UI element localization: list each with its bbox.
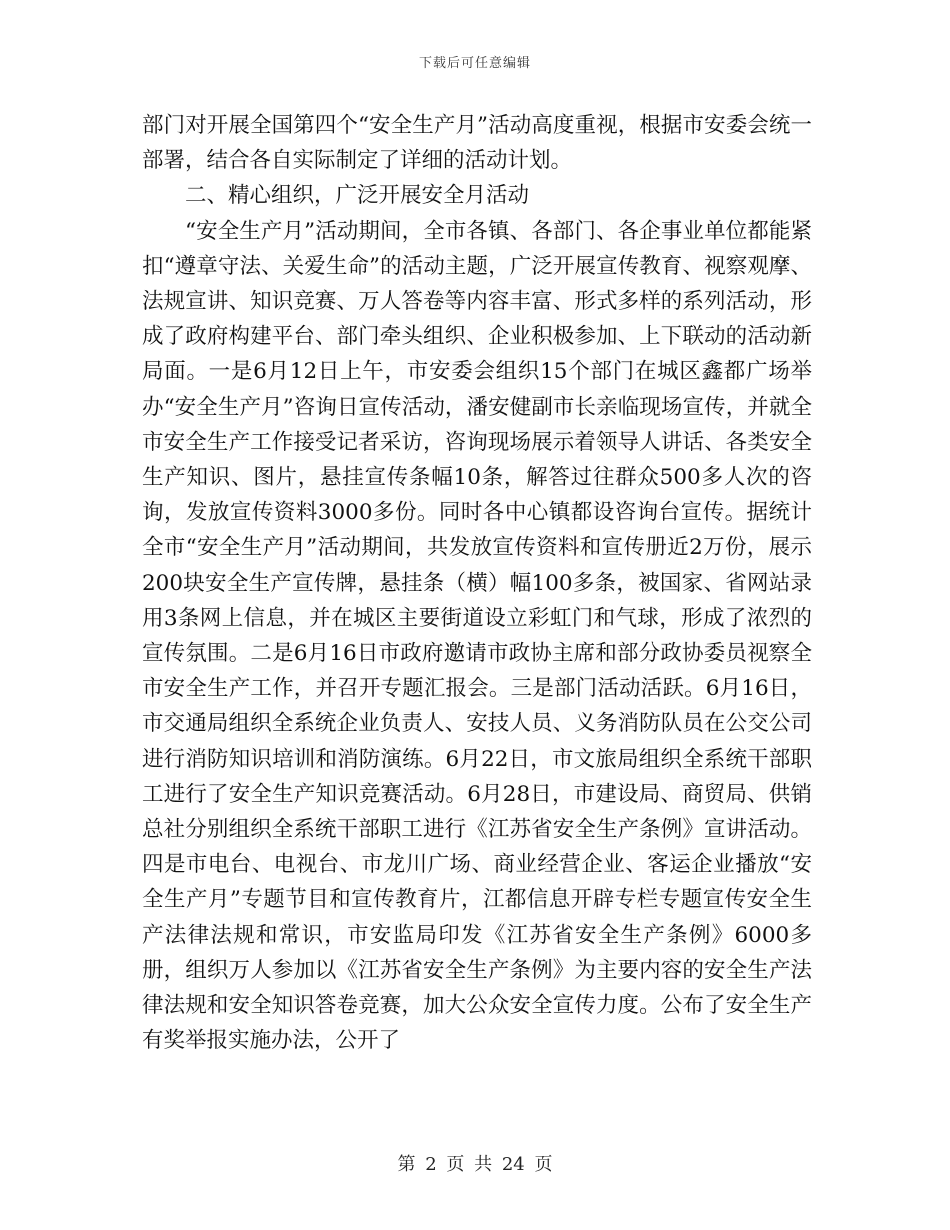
paragraph-body: “安全生产月”活动期间，全市各镇、各部门、各企事业单位都能紧扣“遵章守法、关爱生命”的活动主题，广泛开展宣传教育、视察观摩、法规宣讲、知识竞赛、万人答卷等内容丰富、形式多样的系列活动，形成了政府构建平台、部门牵头组织、企业积极参加、上下联动的活动新局面。一是6月12日上午，市安委会组织15个部门在城区鑫都广场举办“安全生产月”咨询日宣传活动，潘安健副市长亲临现场宣传，并就全市安全生产工作接受记者采访，咨询现场展示着领导人讲话、各类安全生产知识、图片，悬挂宣传条幅10条，解答过往群众500多人次的咨询，发放宣传资料3000多份。同时各中心镇都设咨询台宣传。据统计全市“安全生产月”活动期间，共发放宣传资料和宣传册近2万份，展示200块安全生产宣传牌，悬挂条（横）幅100多条，被国家、省网站录用3条网上信息，并在城区主要街道设立彩虹门和气球，形成了浓烈的宣传氛围。二是6月16日市政府邀请市政协主席和部分政协委员视察全市安全生产工作，并召开专题汇报会。三是部门活动活跃。6月16日，市交通局组织全系统企业负责人、安技人员、义务消防队员在公交公司进行消防知识培训和消防演练。6月22日，市文旅局组织全系统干部职工进行了安全生产知识竞赛活动。6月28日，市建设局、商贸局、供销总社分别组织全系统干部职工进行《江苏省安全生产条例》宣讲活动。四是市电台、电视台、市龙川广场、商业经营企业、客运企业播放“安全生产月”专题节目和宣传教育片，江都信息开辟专栏专题宣传安全生产法律法规和常识，市安监局印发《江苏省安全生产条例》6000多册，组织万人参加以《江苏省安全生产条例》为主要内容的安全生产法律法规和安全知识答卷竞赛，加大公众安全宣传力度。公布了安全生产有奖举报实施办法，公开了 xyxy=(142,218,812,1054)
paragraph-continuation: 部门对开展全国第四个“安全生产月”活动高度重视，根据市安委会统一部署，结合各自实际制定了详细的活动计划。 xyxy=(142,113,812,174)
document-body xyxy=(142,108,812,1058)
section-heading: 二、精心组织，广泛开展安全月活动 xyxy=(185,183,530,209)
page-footer: 第 2 页 共 24 页 xyxy=(397,1154,553,1175)
page-header: 下载后可任意编辑 xyxy=(418,56,531,71)
